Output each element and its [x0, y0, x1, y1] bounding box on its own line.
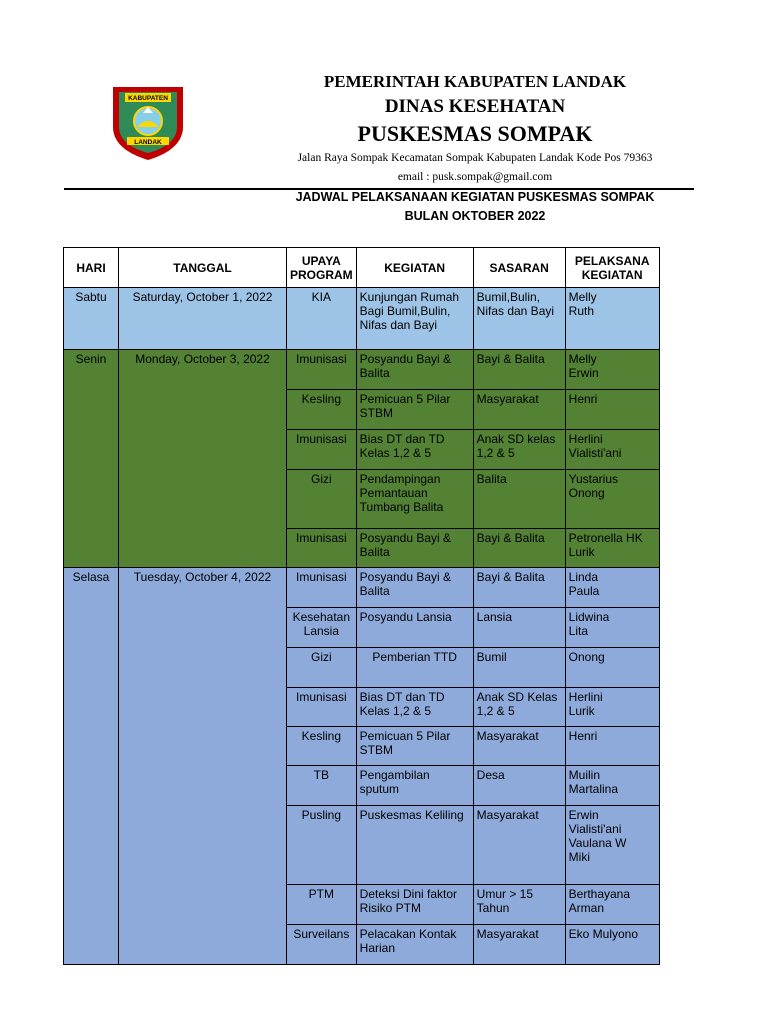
header-email: email : pusk.sompak@gmail.com [397, 171, 553, 183]
cell-sasaran: Bayi & Balita [473, 350, 565, 390]
header-government: PEMERINTAH KABUPATEN LANDAK [323, 72, 627, 91]
col-header-tanggal: TANGGAL [119, 248, 287, 288]
cell-upaya: Imunisasi [287, 350, 357, 390]
col-header-pelaksana: PELAKSANA KEGIATAN [565, 248, 659, 288]
cell-sasaran: Masyarakat [473, 727, 565, 766]
pelaksana-name: Erwin [568, 366, 599, 380]
pelaksana-name: Henri [568, 729, 598, 743]
cell-upaya: TB [287, 766, 357, 806]
pelaksana-name: Lurik [568, 704, 595, 718]
cell-pelaksana [565, 688, 659, 727]
header-institution: PUSKESMAS SOMPAK [357, 121, 593, 146]
pelaksana-name: Lidwina [568, 610, 610, 624]
pelaksana-name: Linda [568, 570, 599, 584]
cell-sasaran: Bumil,Bulin, Nifas dan Bayi [473, 288, 565, 350]
cell-upaya: Kesling [287, 727, 357, 766]
cell-sasaran: Umur > 15 Tahun [473, 885, 565, 925]
cell-pelaksana [565, 648, 659, 688]
cell-upaya: Imunisasi [287, 568, 357, 608]
cell-pelaksana [565, 430, 659, 470]
cell-pelaksana [565, 727, 659, 766]
schedule-month: BULAN OKTOBER 2022 [404, 209, 546, 223]
schedule-table [63, 247, 660, 965]
cell-kegiatan: Pelacakan Kontak Harian [356, 925, 473, 965]
cell-pelaksana [565, 608, 659, 648]
cell-kegiatan: Pendampingan Pemantauan Tumbang Balita [356, 470, 473, 529]
pelaksana-name: Onong [568, 650, 605, 664]
pelaksana-name: Erwin [568, 808, 599, 822]
col-header-upaya: UPAYA PROGRAM [287, 248, 357, 288]
cell-sasaran: Bayi & Balita [473, 568, 565, 608]
col-header-kegiatan: KEGIATAN [356, 248, 473, 288]
pelaksana-name: Vialisti'ani [568, 446, 622, 460]
cell-pelaksana [565, 470, 659, 529]
cell-upaya: Imunisasi [287, 430, 357, 470]
cell-pelaksana [565, 885, 659, 925]
cell-pelaksana [565, 568, 659, 608]
cell-upaya: Gizi [287, 648, 357, 688]
header-address: Jalan Raya Sompak Kecamatan Sompak Kabupaten Landak Kode Pos 79363 [297, 152, 653, 164]
cell-sasaran: Desa [473, 766, 565, 806]
pelaksana-name: Ruth [568, 304, 595, 318]
schedule-title: JADWAL PELAKSANAAN KEGIATAN PUSKESMAS SOMPAK [295, 190, 655, 204]
cell-tanggal: Saturday, October 1, 2022 [119, 288, 287, 350]
cell-kegiatan: Bias DT dan TD Kelas 1,2 & 5 [356, 430, 473, 470]
pelaksana-name: Henri [568, 392, 598, 406]
pelaksana-name: Herlini [568, 432, 603, 446]
cell-hari: Sabtu [64, 288, 119, 350]
cell-kegiatan: Pengambilan sputum [356, 766, 473, 806]
cell-kegiatan: Pemberian TTD [356, 648, 473, 688]
pelaksana-name: Miki [568, 850, 590, 864]
cell-upaya: Imunisasi [287, 688, 357, 727]
cell-pelaksana [565, 529, 659, 568]
cell-upaya: PTM [287, 885, 357, 925]
kabupaten-landak-logo [107, 83, 189, 161]
pelaksana-name: Lurik [568, 545, 595, 559]
pelaksana-name: Arman [568, 901, 604, 915]
pelaksana-name: Eko Mulyono [568, 927, 639, 941]
cell-sasaran: Balita [473, 470, 565, 529]
pelaksana-name: Onong [568, 486, 605, 500]
svg-text:LANDAK: LANDAK [134, 139, 162, 146]
cell-pelaksana [565, 925, 659, 965]
cell-upaya: Kesling [287, 390, 357, 430]
cell-upaya: Gizi [287, 470, 357, 529]
cell-kegiatan: Kunjungan Rumah Bagi Bumil,Bulin, Nifas dan Bayi [356, 288, 473, 350]
cell-tanggal: Monday, October 3, 2022 [119, 350, 287, 568]
col-header-sasaran: SASARAN [473, 248, 565, 288]
pelaksana-name: Vialisti'ani [568, 822, 622, 836]
table-row [64, 288, 660, 350]
cell-kegiatan: Pemicuan 5 Pilar STBM [356, 727, 473, 766]
cell-hari: Selasa [64, 568, 119, 965]
cell-kegiatan: Bias DT dan TD Kelas 1,2 & 5 [356, 688, 473, 727]
cell-pelaksana [565, 766, 659, 806]
cell-sasaran: Bumil [473, 648, 565, 688]
header-department: DINAS KESEHATAN [384, 96, 566, 117]
table-header-row [64, 248, 660, 288]
cell-pelaksana [565, 390, 659, 430]
cell-pelaksana [565, 806, 659, 885]
pelaksana-name: Yustarius [568, 472, 619, 486]
pelaksana-name: Paula [568, 584, 600, 598]
cell-upaya: Kesehatan Lansia [287, 608, 357, 648]
pelaksana-name: Petronella HK [568, 531, 643, 545]
pelaksana-name: Vaulana W [568, 836, 627, 850]
pelaksana-name: Melly [568, 352, 597, 366]
cell-kegiatan: Pemicuan 5 Pilar STBM [356, 390, 473, 430]
cell-hari: Senin [64, 350, 119, 568]
cell-sasaran: Masyarakat [473, 925, 565, 965]
cell-kegiatan: Puskesmas Keliling [356, 806, 473, 885]
cell-upaya: Pusling [287, 806, 357, 885]
cell-upaya: Surveilans [287, 925, 357, 965]
cell-sasaran: Lansia [473, 608, 565, 648]
cell-kegiatan: Deteksi Dini faktor Risiko PTM [356, 885, 473, 925]
pelaksana-name: Lita [568, 624, 589, 638]
cell-kegiatan: Posyandu Lansia [356, 608, 473, 648]
cell-sasaran: Bayi & Balita [473, 529, 565, 568]
cell-sasaran: Masyarakat [473, 390, 565, 430]
cell-kegiatan: Posyandu Bayi & Balita [356, 529, 473, 568]
pelaksana-name: Berthayana [568, 887, 631, 901]
cell-sasaran: Anak SD kelas 1,2 & 5 [473, 430, 565, 470]
cell-kegiatan: Posyandu Bayi & Balita [356, 350, 473, 390]
cell-pelaksana [565, 288, 659, 350]
cell-sasaran: Masyarakat [473, 806, 565, 885]
pelaksana-name: Martalina [568, 782, 619, 796]
cell-pelaksana [565, 350, 659, 390]
table-row [64, 568, 660, 608]
pelaksana-name: Muilin [568, 768, 600, 782]
cell-tanggal: Tuesday, October 4, 2022 [119, 568, 287, 965]
cell-upaya: KIA [287, 288, 357, 350]
cell-upaya: Imunisasi [287, 529, 357, 568]
cell-kegiatan: Posyandu Bayi & Balita [356, 568, 473, 608]
svg-text:KABUPATEN: KABUPATEN [128, 95, 168, 102]
pelaksana-name: Melly [568, 290, 597, 304]
table-row [64, 350, 660, 390]
pelaksana-name: Herlini [568, 690, 603, 704]
cell-sasaran: Anak SD Kelas 1,2 & 5 [473, 688, 565, 727]
col-header-hari: HARI [64, 248, 119, 288]
